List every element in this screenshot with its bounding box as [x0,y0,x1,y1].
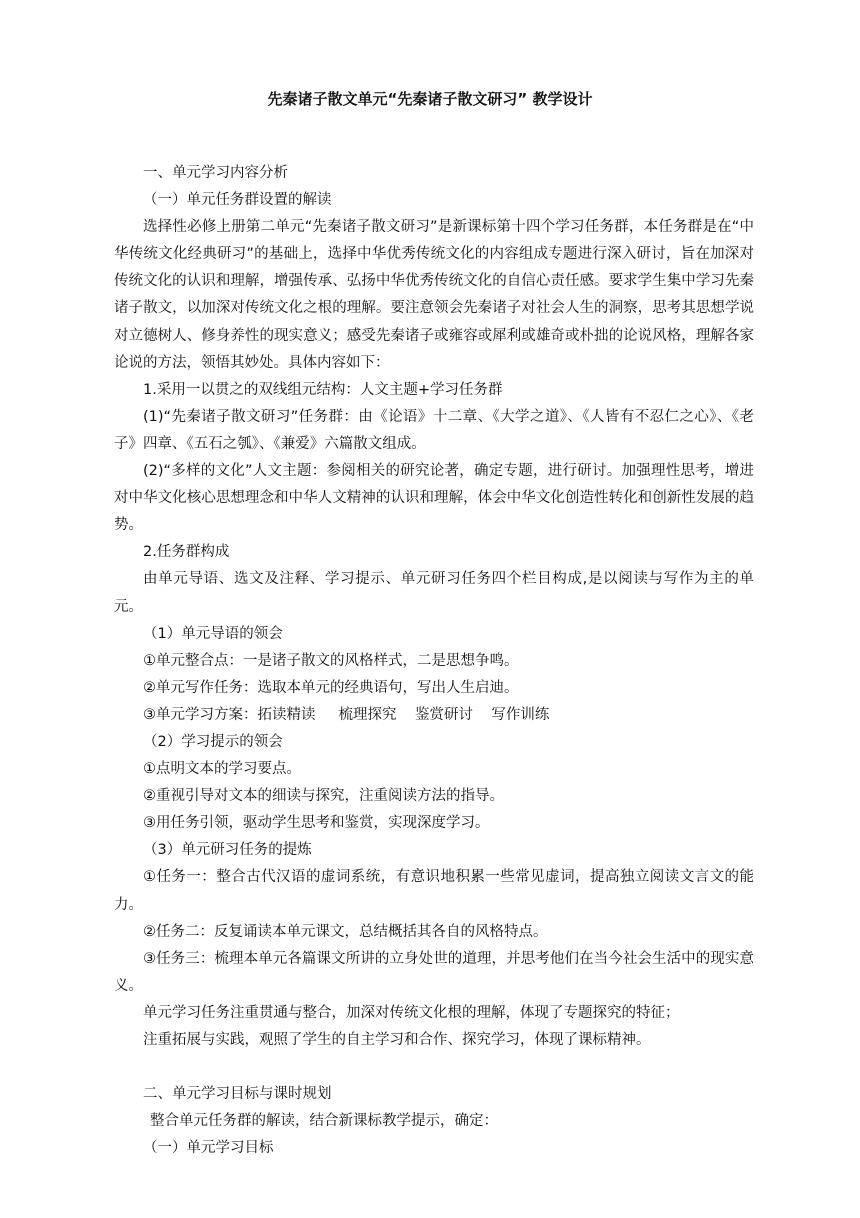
document-body [114,160,754,1162]
list-item: ①任务一：整合古代汉语的虚词系统，有意识地积累一些常见虚词，提高独立阅读文言文的能力。 [114,869,754,913]
list-item: ②重视引导对文本的细读与探究，注重阅读方法的指导。 [143,788,504,805]
paragraph: 单元学习任务注重贯通与整合，加深对传统文化根的理解，体现了专题探究的特征； [143,1004,680,1021]
list-item: ②任务二：反复诵读本单元课文，总结概括其各自的风格特点。 [143,923,548,940]
list-item: ①单元整合点：一是诸子散文的风格样式，二是思想争鸣。 [143,652,519,669]
point-heading: 2.任务群构成 [143,544,230,561]
subsection-heading: （3）单元研习任务的提炼 [143,842,312,859]
spacer [114,1054,754,1081]
paragraph: (1)“先秦诸子散文研习”任务群：由《论语》十二章、《大学之道》、《人皆有不忍仁之心》、《老子》四章、《五石之瓠》、《兼爱》六篇散文组成。 [114,408,754,452]
subsection-heading: （2）学习提示的领会 [143,733,283,750]
subsection-heading: （一）单元任务群设置的解读 [143,192,332,209]
point-heading: 1.采用一以贯之的双线组元结构：人文主题+学习任务群 [143,381,503,398]
paragraph: 选择性必修上册第二单元“先秦诸子散文研习”是新课标第十四个学习任务群，本任务群是在“中华传统文化经典研习”的基础上，选择中华优秀传统文化的内容组成专题进行深入研讨，旨在加深对传统文化的认识和理解，增强传承、弘扬中华优秀传统文化的自信心责任感。要求学生集中学习先秦诸子散文，以加深对传统文化之根的理解。要注意领会先秦诸子对社会人生的洞察，思考其思想学说对立德树人、修身养性的现实意义；感受先秦诸子或雍容或犀利或雄奇或朴拙的论说风格，理解各家论说的方法，领悟其妙处。具体内容如下： [114,219,754,371]
subsection-heading: （1）单元导语的领会 [143,625,283,642]
list-item: ③用任务引领，驱动学生思考和鉴赏，实现深度学习。 [143,815,490,832]
list-item: ③单元学习方案：拓读精读 梳理探究 鉴赏研讨 写作训练 [143,706,550,723]
paragraph: (2)“多样的文化”人文主题：参阅相关的研究论著，确定专题，进行研讨。加强理性思考，增进对中华文化核心思想理念和中华人文精神的认识和理解，体会中华文化创造性转化和创新性发展的趋势。 [114,463,754,534]
document-title: 先秦诸子散文单元“先秦诸子散文研习” 教学设计 [267,90,593,108]
paragraph: 注重拓展与实践，观照了学生的自主学习和合作、探究学习，体现了课标精神。 [143,1032,651,1048]
list-item: ②单元写作任务：选取本单元的经典语句，写出人生启迪。 [143,679,519,696]
subsection-heading: （一）单元学习目标 [143,1140,274,1157]
list-item: ①点明文本的学习要点。 [143,761,301,778]
paragraph: 整合单元任务群的解读，结合新课标教学提示，确定： [150,1113,498,1130]
section-heading: 二、单元学习目标与课时规划 [143,1086,332,1103]
list-item: ③任务三：梳理本单元各篇课文所讲的立身处世的道理，并思考他们在当今社会生活中的现实意义。 [114,950,754,994]
paragraph: 由单元导语、选文及注释、学习提示、单元研习任务四个栏目构成,是以阅读与写作为主的单元。 [114,571,754,615]
section-heading: 一、单元学习内容分析 [143,165,288,181]
